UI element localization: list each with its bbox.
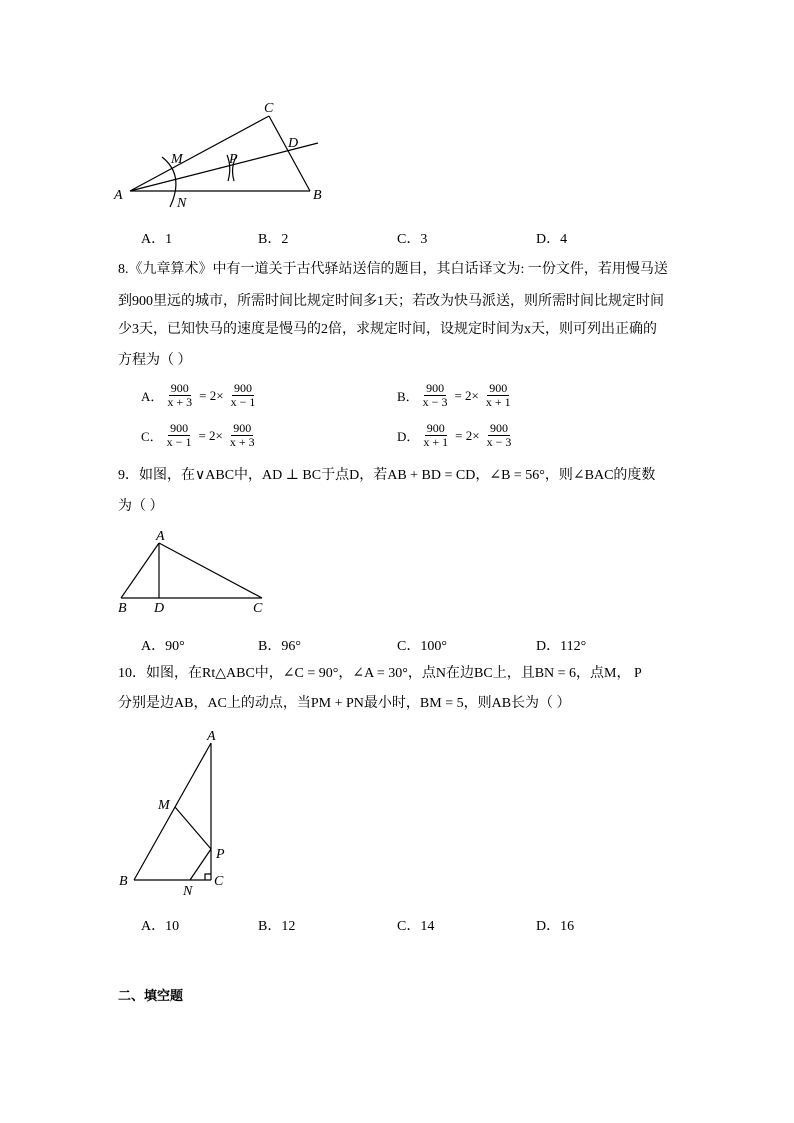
option-letter: D． [397, 429, 420, 444]
fraction [165, 382, 194, 409]
q8-text-line-2: 到900里远的城市，所需时间比规定时间多1天；若改为快马派送，则所需时间比规定时间 [118, 294, 664, 309]
segment-ac [130, 116, 269, 191]
denominator: x + 3 [229, 435, 255, 449]
fraction [421, 422, 450, 449]
label-n: N [177, 196, 187, 211]
numerator: 900 [233, 421, 252, 435]
q9-text-line-1: 9．如图，在∨ABC中，AD ⊥ BC于点D，若AB + BD = CD，∠B = 56°，则∠BAC的度数 [118, 468, 656, 483]
q8-text-line-4: 方程为（ ） [118, 353, 192, 368]
q7-option-d[interactable]: D．4 [536, 232, 568, 247]
segment-mp [175, 807, 211, 849]
fraction [165, 422, 194, 449]
denominator: x − 3 [422, 395, 448, 409]
denominator: x − 3 [486, 435, 512, 449]
right-angle-mark [205, 874, 211, 880]
figure-q9 [112, 528, 272, 618]
equals-times: = 2× [454, 387, 479, 403]
q10-option-a[interactable]: A．10 [141, 919, 180, 934]
label-a: A [156, 529, 165, 544]
q8-text-line-1: 8.《九章算术》中有一道关于古代驿站送信的题目，其白话译文为: 一份文件，若用慢马送 [118, 262, 668, 277]
figure-q10 [112, 723, 242, 903]
label-b: B [313, 188, 322, 203]
label-d: D [154, 601, 165, 616]
numerator: 900 [170, 421, 189, 435]
label-c: C [253, 601, 263, 616]
section-title: 二、填空题 [118, 988, 184, 1003]
equals-times: = 2× [198, 427, 223, 443]
q7-option-b[interactable]: B．2 [258, 232, 289, 247]
label-c: C [214, 874, 224, 889]
q10-text-line-1: 10．如图，在Rt△ABC中，∠C = 90°，∠A = 30°，点N在边BC上，且BN = 6，点M， P [118, 666, 642, 681]
denominator: x + 1 [423, 435, 449, 449]
q9-option-b[interactable]: B．96° [258, 639, 301, 654]
q10-option-d[interactable]: D．16 [536, 919, 575, 934]
q10-text-line-2: 分别是边AB，AC上的动点，当PM + PN最小时，BM = 5，则AB长为（ ） [118, 696, 571, 711]
option-letter: A． [141, 389, 164, 404]
fraction [229, 382, 258, 409]
fraction [485, 422, 514, 449]
fraction [484, 382, 513, 409]
denominator: x + 1 [485, 395, 511, 409]
q8-option-c[interactable] [141, 422, 259, 449]
label-m: M [158, 798, 170, 813]
segment-pn [190, 849, 211, 880]
label-n: N [183, 884, 193, 899]
q10-option-c[interactable]: C．14 [397, 919, 435, 934]
label-a: A [114, 188, 123, 203]
numerator: 900 [426, 381, 445, 395]
numerator: 900 [426, 421, 445, 435]
option-letter: B． [397, 389, 419, 404]
label-b: B [119, 874, 128, 889]
denominator: x − 1 [166, 435, 192, 449]
label-m: M [171, 152, 183, 167]
numerator: 900 [489, 421, 508, 435]
segment-ab [134, 743, 211, 880]
label-a: A [207, 729, 216, 744]
numerator: 900 [233, 381, 252, 395]
equals-times: = 2× [199, 387, 224, 403]
label-d: D [288, 136, 299, 151]
label-p: P [216, 847, 225, 862]
q9-option-c[interactable]: C．100° [397, 639, 447, 654]
label-b: B [118, 601, 127, 616]
numerator: 900 [489, 381, 508, 395]
q10-option-b[interactable]: B．12 [258, 919, 296, 934]
label-c: C [264, 101, 274, 116]
q7-option-c[interactable]: C．3 [397, 232, 428, 247]
q9-option-d[interactable]: D．112° [536, 639, 587, 654]
q8-option-d[interactable] [397, 422, 515, 449]
figure-q7 [110, 95, 340, 220]
q9-text-line-2: 为（ ） [118, 499, 164, 514]
segment-ac [159, 543, 262, 598]
option-letter: C． [141, 429, 163, 444]
denominator: x + 3 [167, 395, 193, 409]
q8-text-line-3: 少3天，已知快马的速度是慢马的2倍，求规定时间，设规定时间为x天，则可列出正确的 [118, 322, 657, 337]
q9-option-a[interactable]: A．90° [141, 639, 185, 654]
numerator: 900 [170, 381, 189, 395]
fraction [228, 422, 257, 449]
q7-option-a[interactable]: A．1 [141, 232, 173, 247]
denominator: x − 1 [230, 395, 256, 409]
equals-times: = 2× [455, 427, 480, 443]
q8-option-a[interactable] [141, 382, 259, 409]
fraction [421, 382, 450, 409]
segment-ba [121, 543, 159, 598]
q8-option-b[interactable] [397, 382, 515, 409]
label-p: P [229, 152, 238, 167]
